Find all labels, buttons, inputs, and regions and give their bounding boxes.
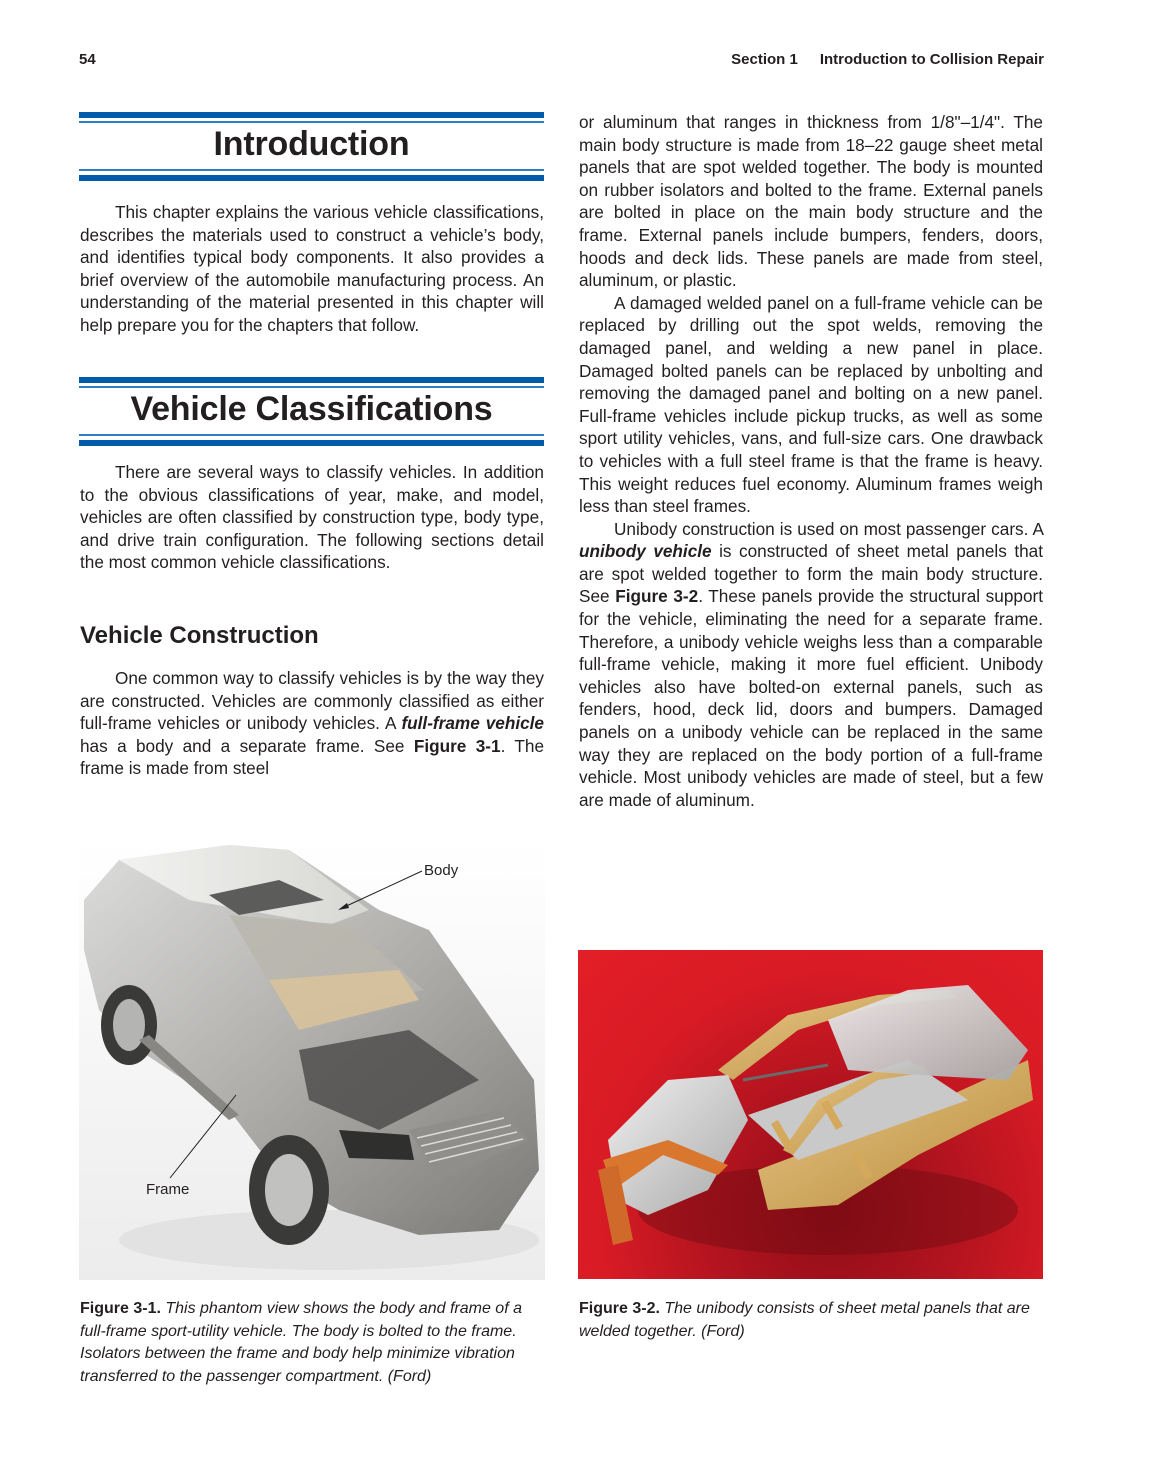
heading-rule-bottom bbox=[79, 169, 544, 181]
figure-3-2-image bbox=[578, 950, 1043, 1279]
introduction-body bbox=[80, 201, 544, 337]
vehicle-construction-paragraph-1-continued: or aluminum that ranges in thickness from 1/8"–1/4". The main body structure is made from 18–22 gauge sheet metal panels that are spot welded together. The body is mounted on rubber isolators and bolted to the frame. External panels are bolted in place on the main body structure and the frame. External panels include bumpers, fenders, doors, hoods and deck lids. These panels are made from steel, aluminum, or plastic. bbox=[579, 112, 1043, 291]
vehicle-construction-body-left bbox=[80, 667, 544, 780]
heading-rule-top bbox=[79, 377, 544, 388]
text-run: . These panels provide the structural support for the vehicle, eliminating the need for a separate frame. Therefore, a unibody vehicle weighs less than a comparable full-frame vehicle, making it more fuel efficient. Unibody vehicles also have bolted-on external panels, such as fenders, hood, deck lid, doors and bumpers. Damaged panels on a unibody vehicle can be replaced in the same way they are replaced on the body portion of a full-frame vehicle. Most unibody vehicles are made of steel, but a few are made of aluminum. bbox=[579, 586, 1044, 810]
unibody-structure-illustration bbox=[578, 950, 1043, 1279]
vehicle-classifications-body bbox=[80, 461, 544, 574]
text-run: is constructed of sheet metal panels that are spot welded together to form the main body structure. See bbox=[579, 541, 1043, 607]
heading-rule-top bbox=[79, 112, 544, 123]
suv-phantom-illustration bbox=[79, 840, 545, 1280]
figure-3-2-label: Figure 3-2. bbox=[579, 1300, 660, 1317]
page-number: 54 bbox=[79, 51, 96, 68]
figure-3-1-reference: Figure 3-1 bbox=[413, 735, 501, 756]
vehicle-construction-paragraph-3 bbox=[579, 518, 1043, 812]
body-callout-label: Body bbox=[424, 862, 459, 879]
section-title: Introduction to Collision Repair bbox=[819, 51, 1044, 68]
vehicle-construction-heading: Vehicle Construction bbox=[80, 622, 319, 649]
figure-3-2-reference: Figure 3-2 bbox=[615, 586, 699, 607]
text-run: . The frame is made from steel bbox=[80, 735, 545, 779]
heading-rule-bottom bbox=[79, 434, 544, 446]
section-label: Section 1 bbox=[731, 51, 798, 68]
key-term-unibody-vehicle: unibody vehicle bbox=[579, 541, 712, 562]
figure-3-1-image bbox=[79, 840, 545, 1280]
running-header bbox=[731, 51, 1044, 68]
figure-3-1-caption bbox=[80, 1298, 550, 1388]
text-run: Unibody construction is used on most passenger cars. A bbox=[614, 518, 1043, 539]
introduction-heading: Introduction bbox=[213, 125, 410, 163]
vehicle-construction-body-right bbox=[579, 111, 1043, 811]
text-run: One common way to classify vehicles is by the way they are constructed. Vehicles are commonly classified as either full-frame vehicles or unibody vehicles. A bbox=[80, 668, 544, 734]
vehicle-classifications-heading: Vehicle Classifications bbox=[130, 390, 493, 428]
figure-3-1-label: Figure 3-1. bbox=[80, 1300, 161, 1317]
vehicle-classifications-paragraph: There are several ways to classify vehicles. In addition to the obvious classifications of year, make, and model, vehicles are often classified by construction type, body type, and drive train configuration. The following sections detail the most common vehicle classifications. bbox=[80, 462, 544, 573]
figure-3-2-caption bbox=[579, 1298, 1049, 1343]
vehicle-construction-paragraph-1-start bbox=[80, 667, 544, 780]
figure-3-2-caption-text: The unibody consists of sheet metal panels that are welded together. (Ford) bbox=[579, 1300, 1030, 1340]
key-term-full-frame-vehicle: full-frame vehicle bbox=[401, 713, 544, 734]
introduction-paragraph: This chapter explains the various vehicle classifications, describes the materials used to construct a vehicle’s body, and identifies typical body components. It also provides a brief overview of the automobile manufacturing process. An understanding of the material presented in this chapter will help prepare you for the chapters that follow. bbox=[80, 202, 544, 335]
vehicle-construction-paragraph-2: A damaged welded panel on a full-frame vehicle can be replaced by drilling out the spot welds, removing the damaged panel, and welding a new panel in place. Damaged bolted panels can be replaced by unbolting and removing the damaged panel and bolting on a new panel. Full-frame vehicles include pickup trucks, as well as some sport utility vehicles, vans, and full-size cars. One drawback to vehicles with a full steel frame is that the frame is heavy. This weight reduces fuel economy. Aluminum frames weigh less than steel frames. bbox=[579, 292, 1043, 517]
frame-callout-label: Frame bbox=[146, 1181, 190, 1198]
text-run: has a body and a separate frame. See bbox=[80, 735, 414, 756]
figure-3-1-caption-text: This phantom view shows the body and frame of a full-frame sport-utility vehicle. The body is bolted to the frame. Isolators between the frame and body help minimize vibration transferred to the passenger compartment. (Ford) bbox=[80, 1300, 522, 1385]
